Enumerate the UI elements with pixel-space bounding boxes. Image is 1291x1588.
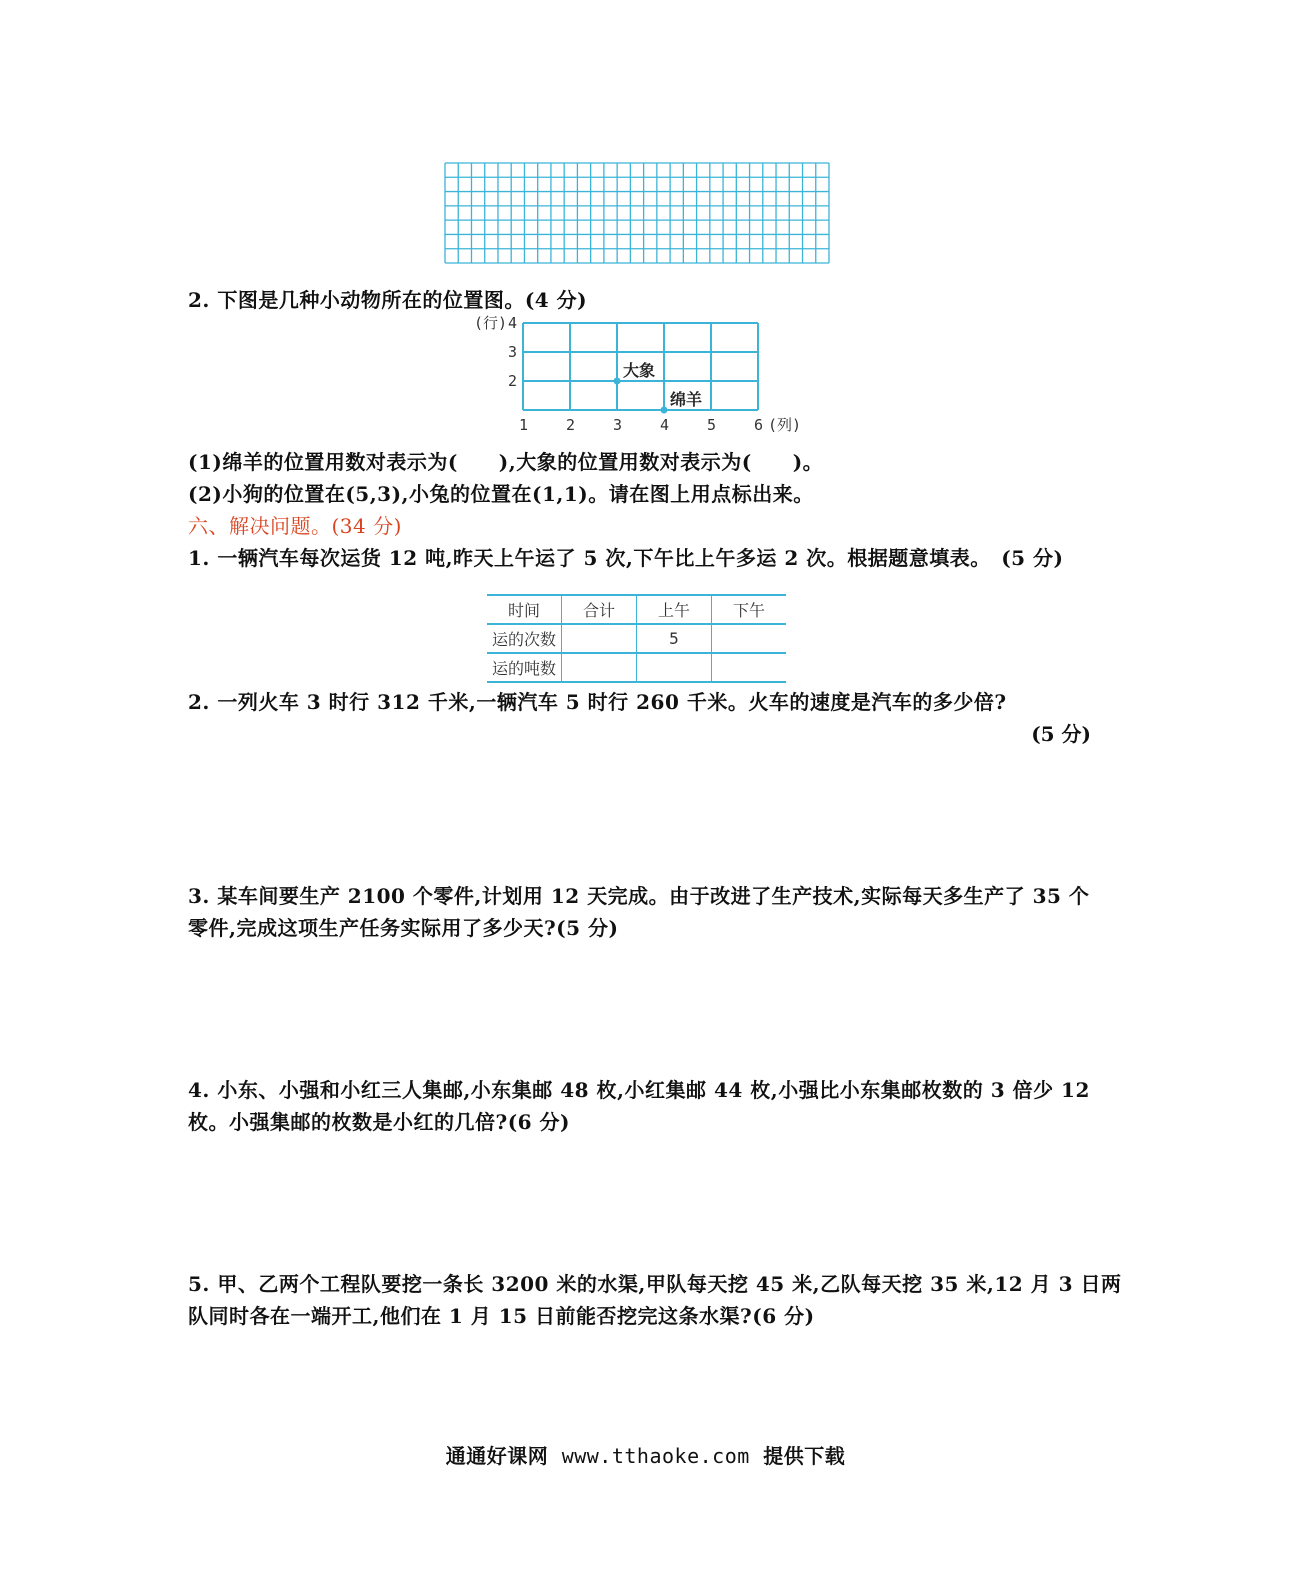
x-axis-label: (列) [768,416,802,434]
problem-4-line2: 枚。小强集邮的枚数是小红的几倍?(6 分) [188,1110,571,1134]
question-2-sub1: (1)绵羊的位置用数对表示为( ),大象的位置用数对表示为( )。 [188,450,824,474]
table-cell: 运的吨数 [487,653,562,682]
position-chart [470,312,810,437]
grid-paper [444,162,830,264]
table-header-cell: 下午 [712,595,787,624]
x-tick-label: 4 [660,416,670,434]
problem-1-text: 1. 一辆汽车每次运货 12 吨,昨天上午运了 5 次,下午比上午多运 2 次。根据题意填表。 (5 分) [188,546,1064,570]
animal-point [614,378,621,385]
table-header-cell: 上午 [637,595,712,624]
footer-download-text: 提供下载 [763,1444,846,1468]
question-2-title: 2. 下图是几种小动物所在的位置图。(4 分) [188,288,588,312]
question-2-sub2: (2)小狗的位置在(5,3),小兔的位置在(1,1)。请在图上用点标出来。 [188,482,814,506]
x-tick-label: 2 [566,416,576,434]
animal-label: 大象 [623,361,656,380]
problem-1-table [487,594,786,683]
x-tick-label: 1 [519,416,529,434]
y-tick-label: 2 [508,372,518,390]
section-6-title: 六、解决问题。(34 分) [188,514,402,538]
table-cell: 5 [637,624,712,653]
y-tick-label: 3 [508,343,518,361]
x-tick-label: 3 [613,416,623,434]
x-tick-label: 6 [754,416,764,434]
animal-point [661,407,668,414]
table-cell [712,653,787,682]
table-cell [562,624,637,653]
problem-5-line2: 队同时各在一端开工,他们在 1 月 15 日前能否挖完这条水渠?(6 分) [188,1304,815,1328]
y-tick-label: 4 [508,314,518,332]
table-row [487,653,786,682]
problem-2-score: (5 分) [1031,722,1091,746]
footer-site-name: 通通好课网 [445,1444,549,1468]
problem-3-line2: 零件,完成这项生产任务实际用了多少天?(5 分) [188,916,619,940]
table-cell [562,653,637,682]
x-tick-label: 5 [707,416,717,434]
table-row [487,624,786,653]
table-cell: 运的次数 [487,624,562,653]
problem-2-text: 2. 一列火车 3 时行 312 千米,一辆汽车 5 时行 260 千米。火车的速度是汽车的多少倍? [188,690,1007,714]
y-axis-label: (行) [474,314,508,332]
footer [0,1440,1291,1469]
problem-4-line1: 4. 小东、小强和小红三人集邮,小东集邮 48 枚,小红集邮 44 枚,小强比小东集邮枚数的 3 倍少 12 [188,1078,1090,1102]
table-header-cell: 时间 [487,595,562,624]
problem-3-line1: 3. 某车间要生产 2100 个零件,计划用 12 天完成。由于改进了生产技术,实际每天多生产了 35 个 [188,884,1090,908]
table-header-cell: 合计 [562,595,637,624]
table-cell [637,653,712,682]
table-cell [712,624,787,653]
animal-label: 绵羊 [670,390,703,409]
problem-5-line1: 5. 甲、乙两个工程队要挖一条长 3200 米的水渠,甲队每天挖 45 米,乙队每天挖 35 米,12 月 3 日两 [188,1272,1122,1296]
footer-url[interactable]: www.tthaoke.com [561,1444,750,1468]
table-header-row [487,595,786,624]
